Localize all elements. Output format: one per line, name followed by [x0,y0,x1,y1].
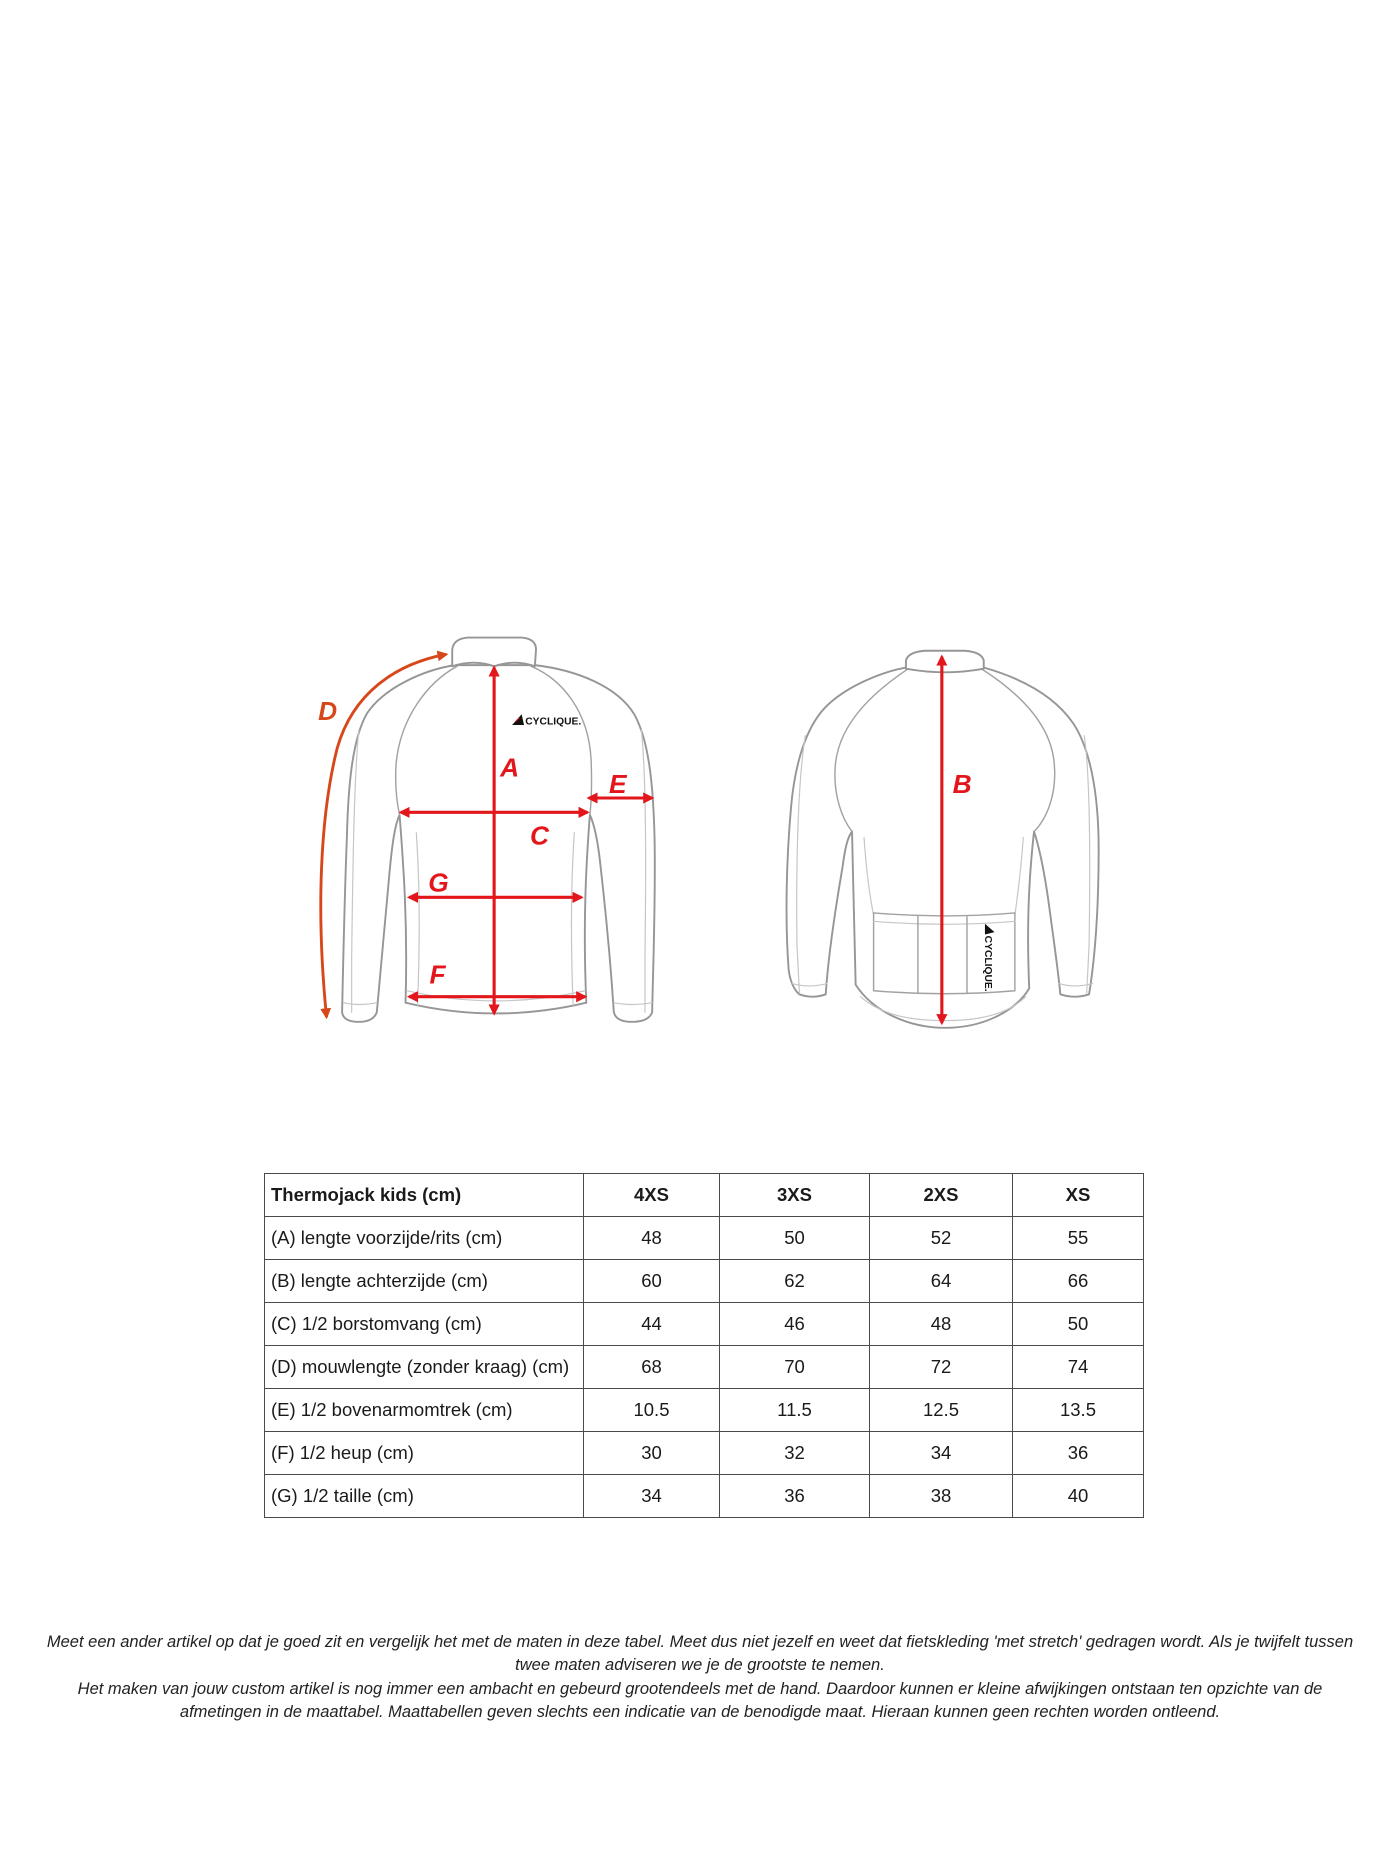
table-row [265,1260,1144,1303]
label-g: G [428,867,449,898]
measurement-value: 70 [720,1346,870,1389]
measurement-value: 10.5 [584,1389,720,1432]
measurement-value: 38 [870,1475,1013,1518]
table-row [265,1475,1144,1518]
measurement-value: 13.5 [1013,1389,1144,1432]
note-line: twee maten adviseren we je de grootste te nemen. [515,1656,885,1675]
measurement-value: 60 [584,1260,720,1303]
measurement-label: (E) 1/2 bovenarmomtrek (cm) [265,1389,584,1432]
label-e: E [609,769,627,800]
measurement-value: 11.5 [720,1389,870,1432]
measurement-value: 62 [720,1260,870,1303]
table-row [265,1432,1144,1475]
measurement-value: 55 [1013,1217,1144,1260]
table-row [265,1217,1144,1260]
measurement-value: 68 [584,1346,720,1389]
measurement-value: 72 [870,1346,1013,1389]
measurement-value: 40 [1013,1475,1144,1518]
measurement-label: (B) lengte achterzijde (cm) [265,1260,584,1303]
table-title: Thermojack kids (cm) [265,1174,584,1217]
table-row [265,1303,1144,1346]
label-c: C [530,820,550,851]
label-d: D [318,696,338,727]
measurement-value: 52 [870,1217,1013,1260]
measurement-label: (F) 1/2 heup (cm) [265,1432,584,1475]
measurement-value: 30 [584,1432,720,1475]
measurement-value: 34 [584,1475,720,1518]
back-logo-text: CYCLIQUE. [981,935,993,992]
measurement-value: 50 [720,1217,870,1260]
measurement-value: 34 [870,1432,1013,1475]
size-header-3xs: 3XS [720,1174,870,1217]
measurement-value: 64 [870,1260,1013,1303]
table-row [265,1346,1144,1389]
measurement-label: (G) 1/2 taille (cm) [265,1475,584,1518]
size-table [264,1173,1144,1518]
measurement-value: 50 [1013,1303,1144,1346]
front-jacket-outline [342,665,655,1022]
size-header-2xs: 2XS [870,1174,1013,1217]
measurement-value: 46 [720,1303,870,1346]
table-header-row [265,1174,1144,1217]
jacket-measurement-diagram [299,622,1125,1053]
label-f: F [429,959,446,990]
table-row [265,1389,1144,1432]
measurement-value: 44 [584,1303,720,1346]
label-b: B [952,769,972,800]
front-jacket [342,638,655,1022]
measurement-value: 36 [720,1475,870,1518]
front-collar [452,638,536,667]
note-line: Meet een ander artikel op dat je goed zit en vergelijk het met de maten in deze tabel. Meet dus niet jezelf en weet dat fietskleding 'met stretch' gedragen wordt. Als je twijfelt tussen [46,1633,1354,1651]
back-collar [906,651,984,673]
measurement-label: (C) 1/2 borstomvang (cm) [265,1303,584,1346]
measurement-value: 12.5 [870,1389,1013,1432]
measurement-value: 48 [584,1217,720,1260]
measurement-value: 48 [870,1303,1013,1346]
measurement-label: (A) lengte voorzijde/rits (cm) [265,1217,584,1260]
measurement-value: 36 [1013,1432,1144,1475]
note-line: Het maken van jouw custom artikel is nog immer een ambacht en gebeurd grootendeels met de hand. Daardoor kunnen er kleine afwijkingen ontstaan ten opzichte van de [77,1679,1323,1698]
note-line: afmetingen in de maattabel. Maattabellen geven slechts een indicatie van de benodigde maat. Hieraan kunnen geen rechten worden ontleend. [179,1702,1221,1721]
size-header-4xs: 4XS [584,1174,720,1217]
front-logo-text: CYCLIQUE. [525,716,582,728]
label-a: A [500,752,520,783]
measurement-value: 74 [1013,1346,1144,1389]
measurement-label: (D) mouwlengte (zonder kraag) (cm) [265,1346,584,1389]
size-header-xs: XS [1013,1174,1144,1217]
measurement-value: 32 [720,1432,870,1475]
measurement-value: 66 [1013,1260,1144,1303]
size-notes [5,1631,1395,1724]
